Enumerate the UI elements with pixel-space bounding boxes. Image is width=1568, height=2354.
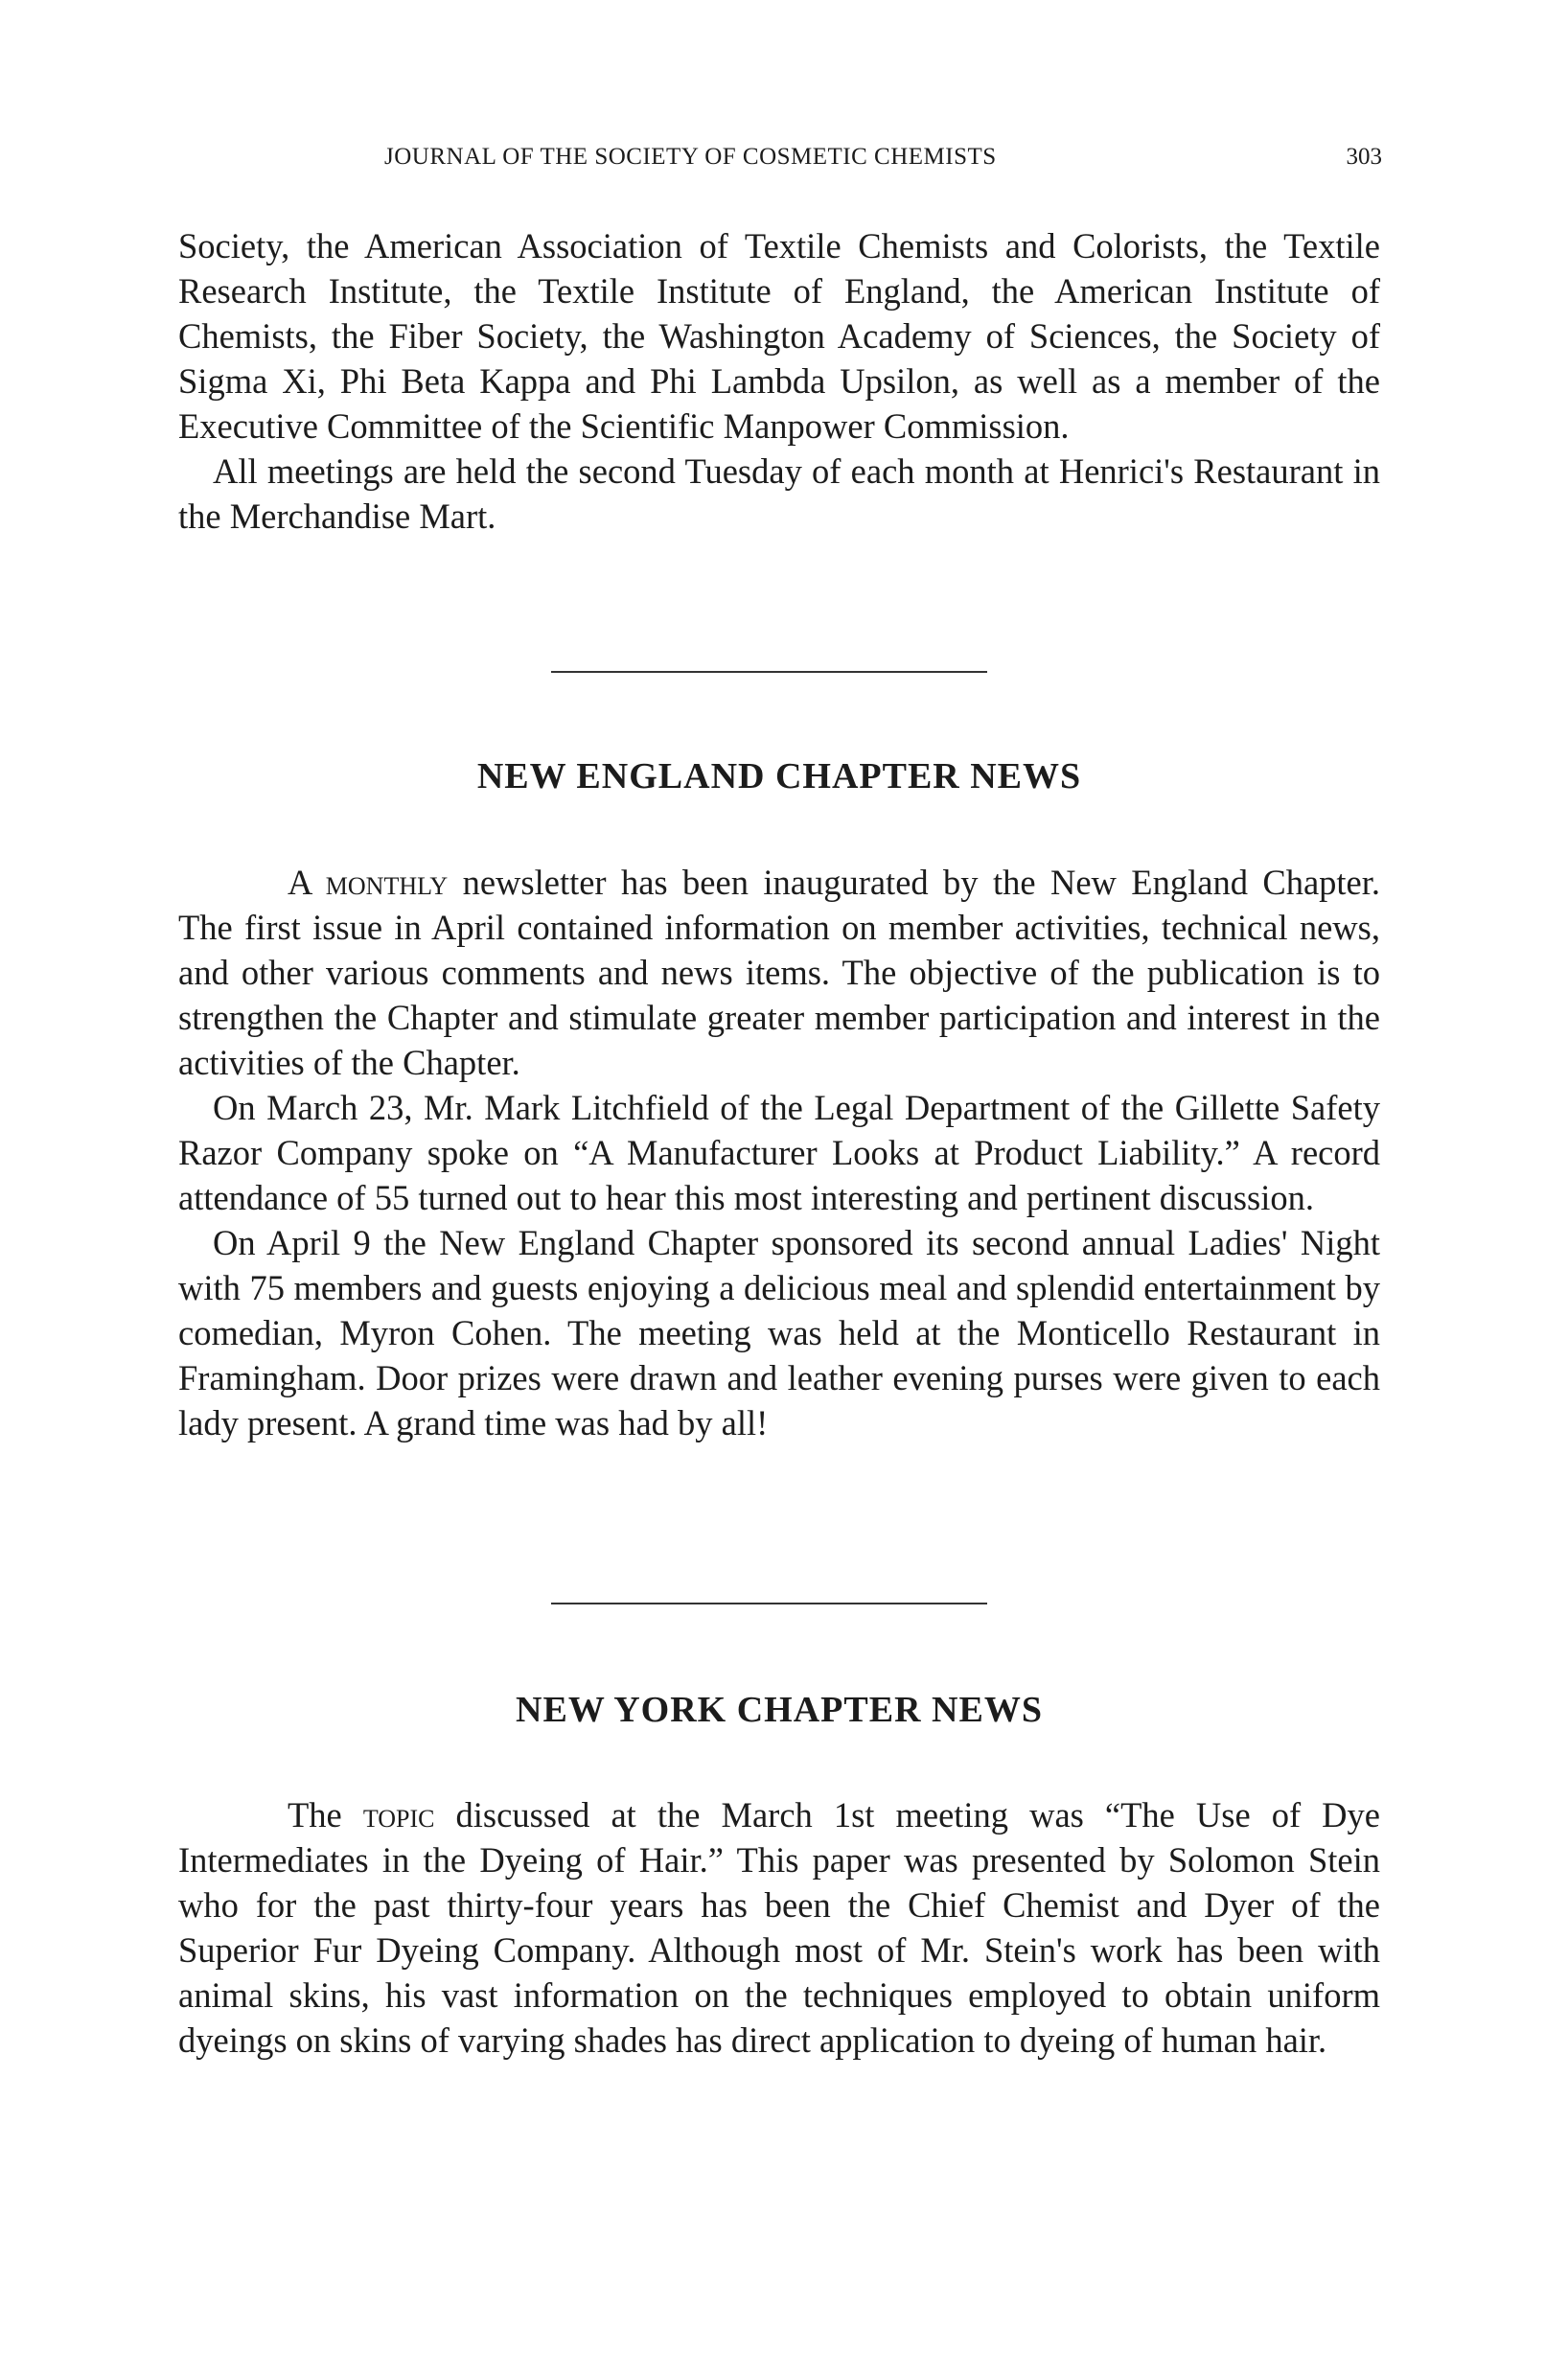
intro-section xyxy=(178,223,1380,539)
new-england-paragraph-1 xyxy=(178,860,1380,1085)
new-england-lead-b: monthly xyxy=(325,863,449,902)
new-england-p1-rest: newsletter has been inaugurated by the New England Chapter. The first issue in April contained information on member activities, technical news, and other various comments and news items. The objective of the publication is to strengthen the Chapter and stimulate greater member participation and interest in the activities of the Chapter. xyxy=(178,863,1381,1082)
section-divider-2 xyxy=(551,1603,987,1604)
new-england-heading: NEW ENGLAND CHAPTER NEWS xyxy=(476,756,1082,796)
new-york-lead-a: The xyxy=(288,1795,342,1835)
journal-title: JOURNAL OF THE SOCIETY OF COSMETIC CHEMISTS xyxy=(384,144,997,170)
intro-paragraph-2: All meetings are held the second Tuesday of each month at Henrici's Restaurant in the Merchandise Mart. xyxy=(178,451,1380,536)
new-york-paragraph-1 xyxy=(178,1792,1380,2063)
section-divider-1 xyxy=(551,671,987,673)
new-england-paragraph-2: On March 23, Mr. Mark Litchfield of the Legal Department of the Gillette Safety Razor Company spoke on “A Manufacturer Looks at Product Liability.” A record attendance of 55 turned out to hear this most interesting and pertinent discussion. xyxy=(178,1088,1380,1217)
new-york-lead-b: topic xyxy=(362,1795,435,1835)
new-york-p1-rest: discussed at the March 1st meeting was “The Use of Dye Intermediates in the Dyeing of Hair.” This paper was presented by Solomon Stein who for the past thirty-four years has been the Chief Chemist and Dyer of the Superior Fur Dyeing Company. Although most of Mr. Stein's work has been with animal skins, his vast information on the techniques employed to obtain uniform dyeings on skins of varying shades has direct application to dyeing of human hair. xyxy=(178,1795,1380,2060)
new-england-paragraph-3: On April 9 the New England Chapter sponsored its second annual Ladies' Night with 75 members and guests enjoying a delicious meal and splendid entertainment by comedian, Myron Cohen. The meeting was held at the Monticello Restaurant in Framingham. Door prizes were drawn and leather evening purses were given to each lady present. A grand time was had by all! xyxy=(178,1223,1380,1442)
running-head xyxy=(178,144,1382,182)
page-number: 303 xyxy=(1346,144,1382,170)
new-york-section xyxy=(178,1792,1380,2063)
intro-paragraph-1: Society, the American Association of Textile Chemists and Colorists, the Textile Research Institute, the Textile Institute of England, the American Institute of Chemists, the Fiber Society, the Washington Academy of Sciences, the Society of Sigma Xi, Phi Beta Kappa and Phi Lambda Upsilon, as well as a member of the Executive Committee of the Scientific Manpower Commission. xyxy=(178,226,1380,446)
new-england-section xyxy=(178,860,1380,1445)
new-york-heading: NEW YORK CHAPTER NEWS xyxy=(516,1690,1043,1730)
new-england-lead-a: A xyxy=(288,863,311,902)
